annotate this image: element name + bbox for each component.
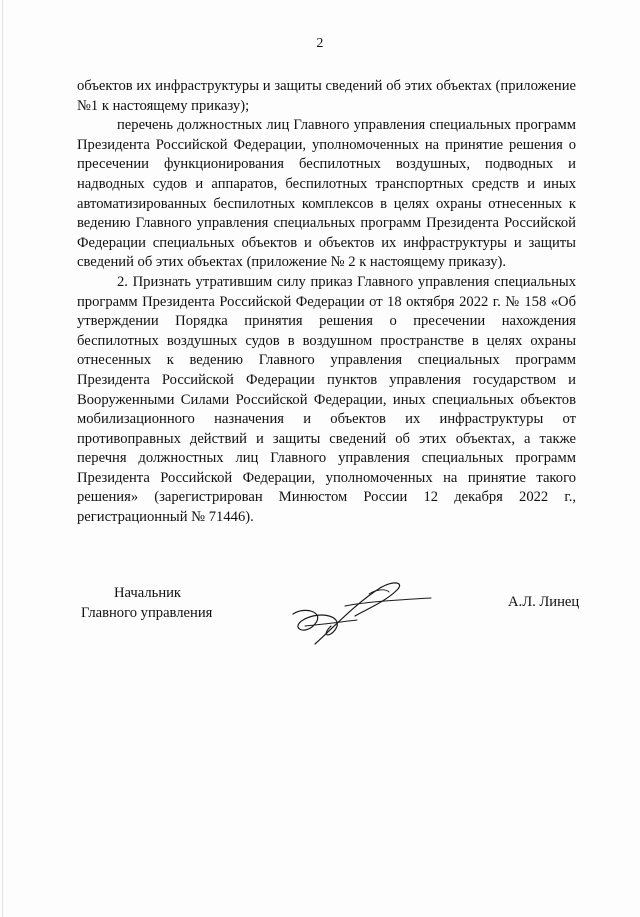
paragraph-officials-list: перечень должностных лиц Главного управления специальных программ Президента Российской Федерации, уполномоченных на принятие решения о пресечении функционирования беспилотных воздушных, подводных и надводных судов и аппаратов, беспилотных транспортных средств и иных автоматизированных беспилотных комплексов в целях охраны отнесенных к ведению Главного управления специальных программ Президента Российской Федерации специальных объектов и объектов их инфраструктуры и защиты сведений об этих объектах (приложение № 2 к настоящему приказу). [77,117,576,271]
paragraph-continuation: объектов их инфраструктуры и защиты сведений об этих объектах (приложение №1 к настоящему приказу); [77,78,576,114]
signatory-position-line1: Начальник [114,585,182,601]
page-number: 2 [316,36,324,51]
document-body [77,77,576,528]
paragraph-repeal-order: 2. Признать утратившим силу приказ Главного управления специальных программ Президента Российской Федерации от 18 октября 2022 г. № 158 «Об утверждении Порядка принятия решения о пресечении нахождения беспилотных воздушных судов в воздушном пространстве в целях охраны отнесенных к ведению Главного управления специальных программ Президента Российской Федерации пунктов управления государством и Вооруженными Силами Российской Федерации, иных специальных объектов мобилизационного назначения и объектов их инфраструктуры от противоправных действий и защиты сведений об этих объектах, а также перечня должностных лиц Главного управления специальных программ Президента Российской Федерации, уполномоченных на принятие такого решения» (зарегистрирован Минюстом России 12 декабря 2022 г., регистрационный № 71446). [77,273,576,526]
signature-block [0,576,640,656]
scan-edge-line [2,0,3,917]
signatory-name: А.Л. Линец [508,594,580,610]
signatory-position [81,584,212,623]
signatory-position-line2: Главного управления [81,604,213,621]
handwritten-signature [285,576,435,656]
